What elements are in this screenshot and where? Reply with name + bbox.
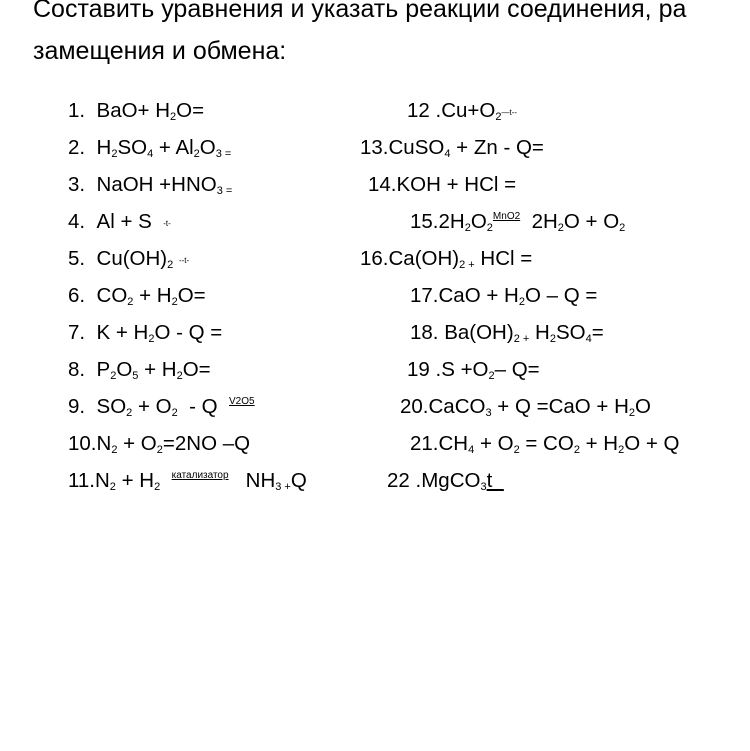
equation-13: 13.CuSO$_4$ + Zn - Q=: [360, 136, 544, 160]
equation-9: 9. $SO_2 + O_2 - Q$ $^{V2O5}$: [68, 395, 255, 419]
catalyst-label: V2O5: [229, 396, 255, 407]
equation-6: 6. $CO_2 + H_2O=$: [68, 284, 206, 308]
equation-1: 1. $BaO+ H_2O=$: [68, 99, 205, 123]
equation-17: $17.CaO + H_2O - Q$ =: [410, 284, 598, 308]
equation-3: 3. NaOH $+HNO_{3 =}$: [68, 173, 233, 197]
equation-10: $10.N_2 + O_2=2NO$ –Q: [68, 432, 251, 456]
task-title-line-1: Составить уравнения и указать реакции соединения, ра: [33, 0, 687, 23]
equation-8: 8. $P_2O_5 + H_2O=$: [68, 358, 211, 382]
equation-11: $11.N_2 + H_2$ $^{катализатор}$ $NH_{3 +}Q$: [68, 469, 307, 493]
equation-5: 5. $Cu(OH)_2$ --t-: [68, 247, 190, 271]
catalyst-label: катализатор: [171, 470, 229, 481]
equation-2: 2. $H_2SO_4 + Al_2O_{3 =}$: [68, 136, 232, 160]
equation-7: 7. $K + H_2O - Q$ =: [68, 321, 223, 345]
equation-18: 18. $Ba(OH)_{2 +}$ $H_2SO_4=$: [410, 321, 604, 345]
equation-15: $15.2H_2O_2^{MnO2}$ $2H_2O + O_2$: [410, 210, 626, 234]
equation-14: 14.KOH + HCl =: [368, 173, 517, 196]
equation-22: 22 .MgCO$_3$t_: [387, 469, 504, 493]
equation-19: 19 $.S +O_2-$ Q=: [407, 358, 540, 382]
catalyst-label: MnO2: [492, 211, 521, 222]
task-title-line-2: замещения и обмена:: [33, 37, 287, 65]
equation-4: 4. Al + S -t-: [68, 210, 171, 233]
equation-12: 12 $.Cu+O_2—t--$: [407, 99, 518, 123]
equation-20: 20.CaCO$_3$ + $Q =CaO + H_2O$: [400, 395, 651, 419]
equation-16: $16.Ca(OH)_{2 +}$ HCl =: [360, 247, 533, 271]
equation-21: $21.CH_4 + O_2 = CO_2 + H_2O + Q$: [410, 432, 680, 456]
